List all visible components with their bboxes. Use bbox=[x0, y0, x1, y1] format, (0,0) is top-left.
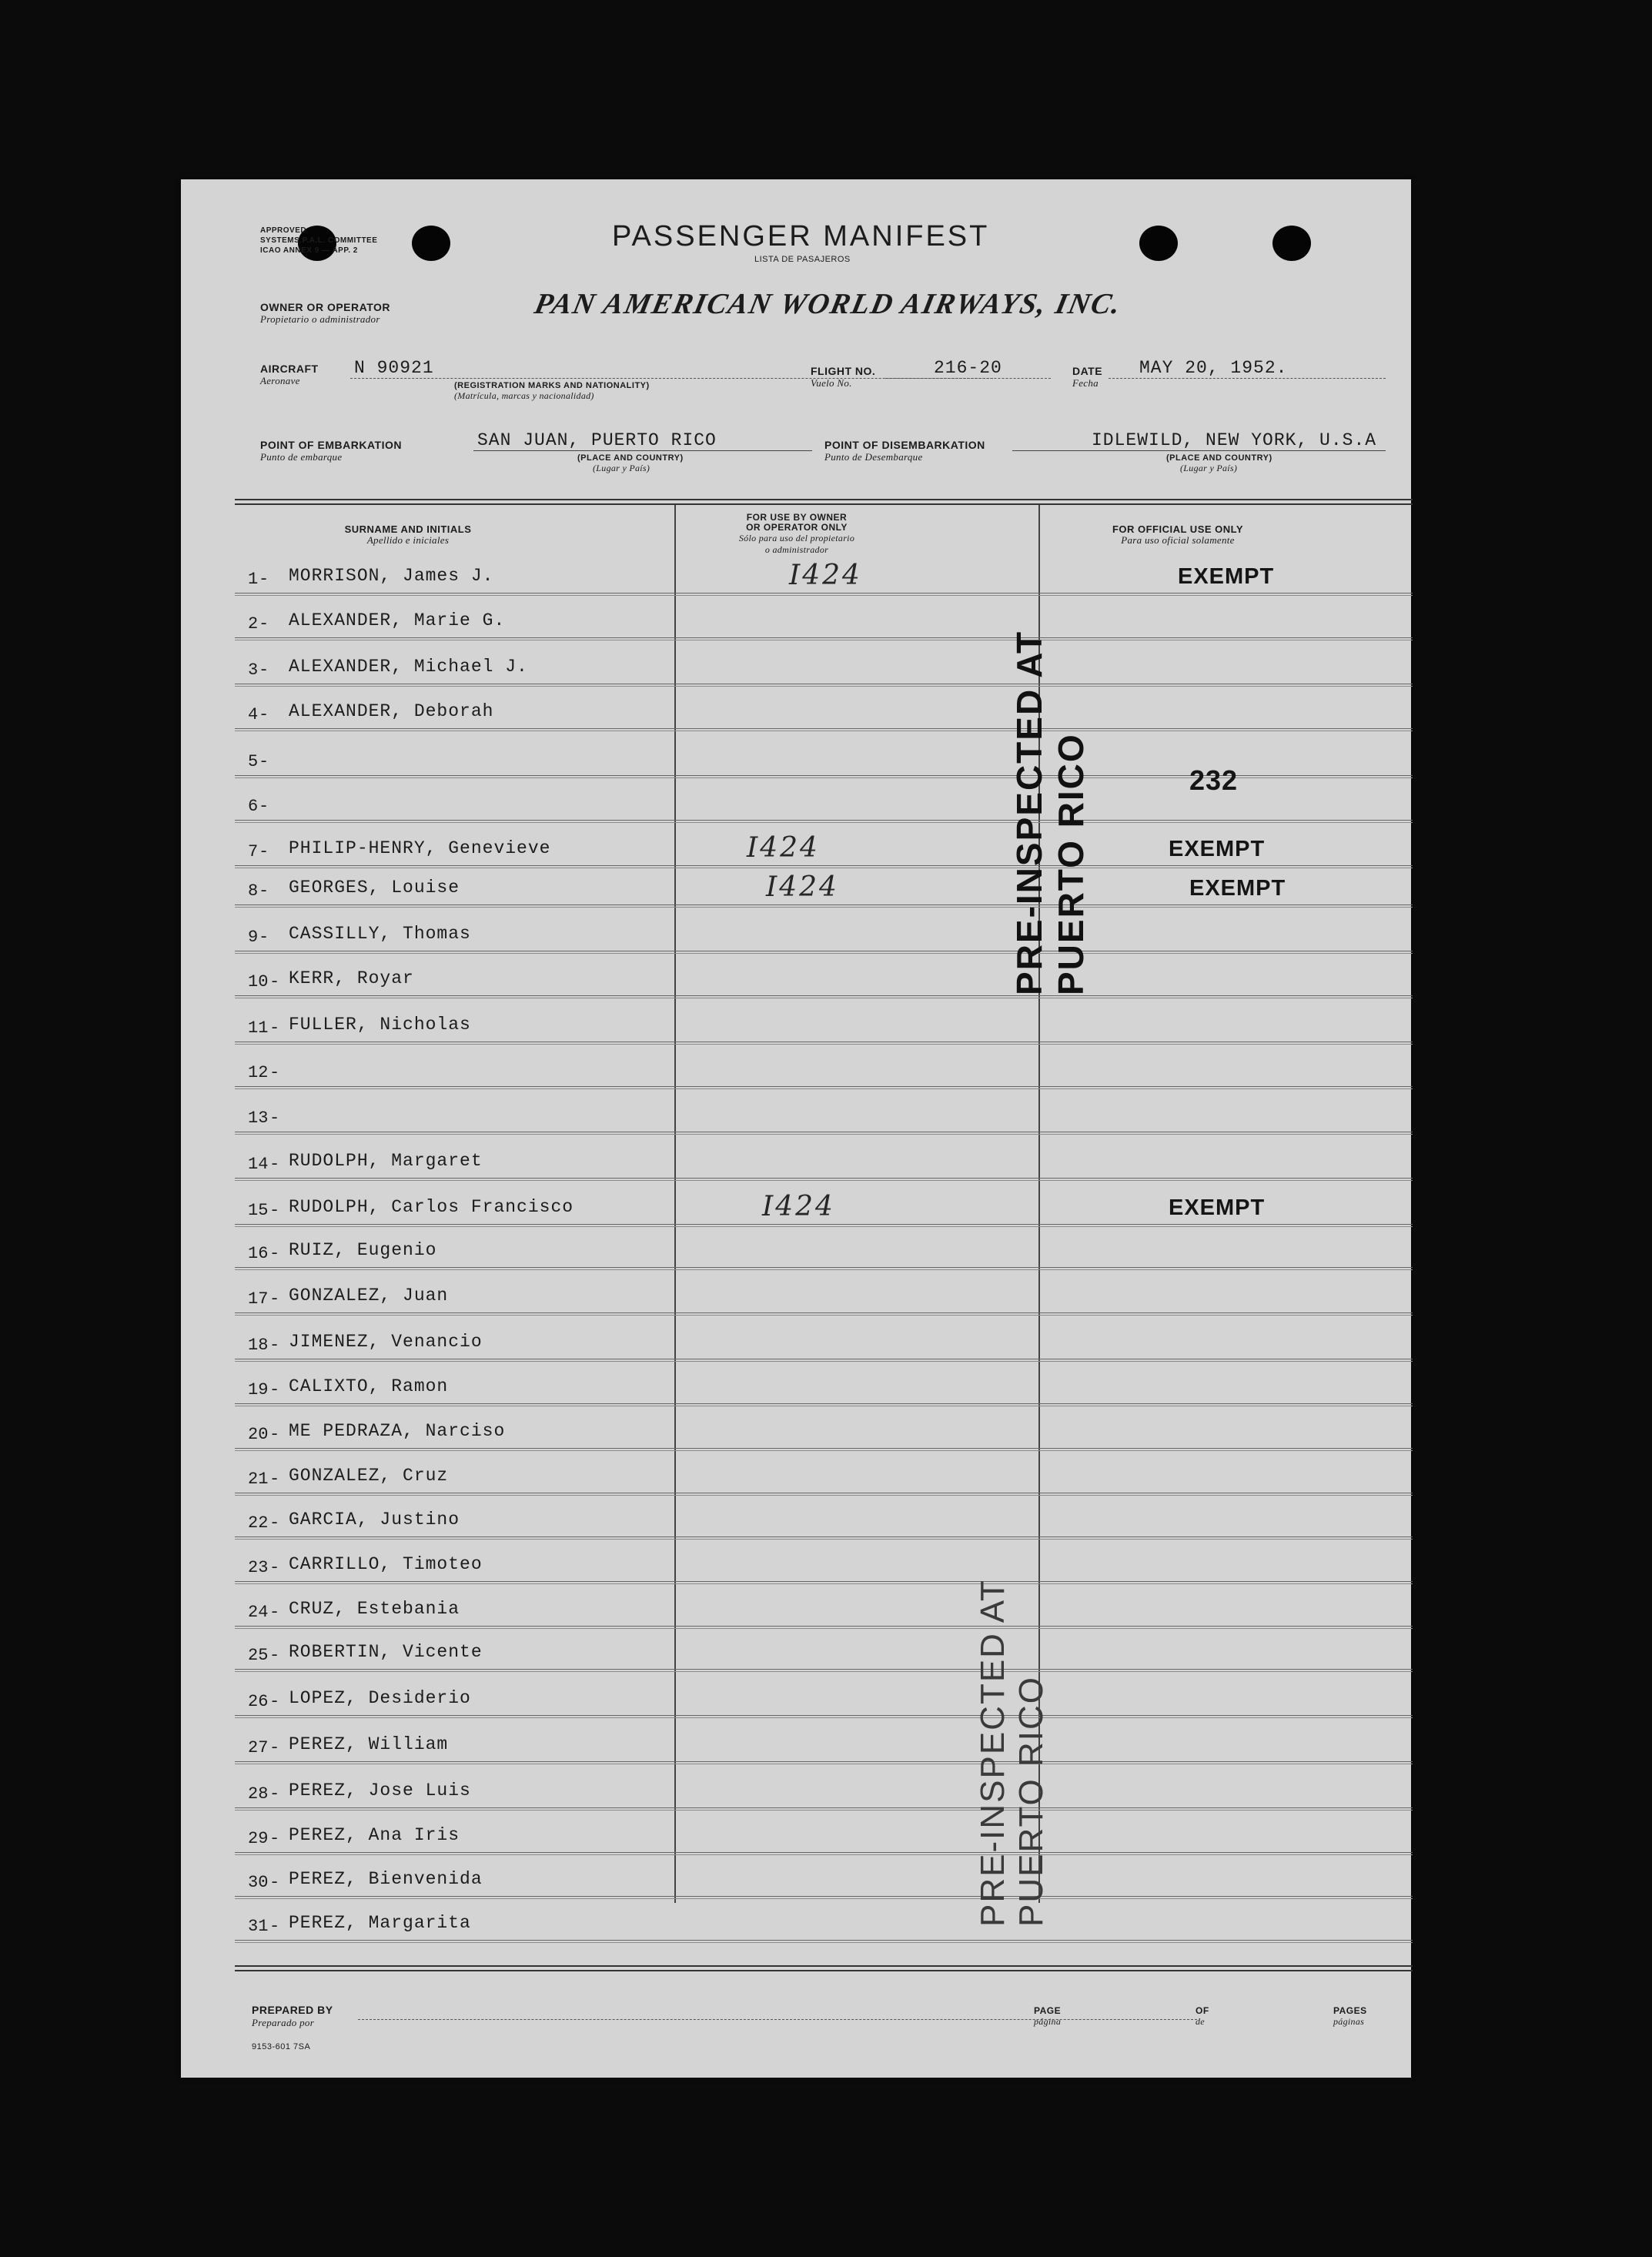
row-number: 11 bbox=[248, 1018, 269, 1038]
row-number-dash: - bbox=[269, 1692, 280, 1711]
row-rule bbox=[235, 1761, 1413, 1764]
row-rule bbox=[235, 1267, 1413, 1270]
row-number-dash: - bbox=[269, 1108, 280, 1128]
row-number-dash: - bbox=[269, 1018, 280, 1038]
row-number-dash: - bbox=[269, 1873, 280, 1892]
row-rule bbox=[235, 1669, 1413, 1672]
punch-hole bbox=[1272, 226, 1311, 261]
preinspected-stamp: PRE-INSPECTED AT PUERTO RICO bbox=[1009, 630, 1091, 995]
row-number: 22 bbox=[248, 1513, 269, 1533]
table-bottom-rule bbox=[235, 1965, 1413, 1971]
embark-label-es: Punto de embarque bbox=[260, 451, 343, 463]
column-header-official bbox=[1055, 524, 1301, 547]
preinspected-stamp: PRE-INSPECTED AT PUERTO RICO bbox=[974, 1580, 1050, 1927]
row-rule bbox=[235, 728, 1413, 731]
passenger-name: CARRILLO, Timoteo bbox=[289, 1554, 483, 1574]
place-note-es: (Lugar y País) bbox=[1180, 463, 1238, 473]
row-number-dash: - bbox=[269, 1470, 280, 1489]
column-header-text: SURNAME AND INITIALS bbox=[344, 523, 472, 535]
owner-label-es: Propietario o administrador bbox=[260, 313, 380, 325]
form-code: 9153-601 7SA bbox=[252, 2042, 311, 2051]
row-rule bbox=[235, 1178, 1413, 1181]
disembark-label-es: Punto de Desembarque bbox=[824, 451, 923, 463]
row-rule bbox=[235, 1807, 1413, 1811]
column-header-surname bbox=[273, 524, 543, 547]
row-rule bbox=[235, 1852, 1413, 1855]
row-number: 15 bbox=[248, 1201, 269, 1220]
column-header-text-es: Sólo para uso del propietario bbox=[738, 533, 855, 543]
row-rule bbox=[235, 1581, 1413, 1584]
date-label-es: Fecha bbox=[1072, 377, 1099, 389]
passenger-name: RUDOLPH, Margaret bbox=[289, 1151, 483, 1171]
date-underline bbox=[1109, 378, 1386, 379]
row-number-dash: - bbox=[259, 752, 269, 771]
row-number-dash: - bbox=[269, 1155, 280, 1174]
row-rule bbox=[235, 1359, 1413, 1362]
passenger-name: GONZALEZ, Cruz bbox=[289, 1466, 449, 1486]
row-number: 28 bbox=[248, 1784, 269, 1804]
disembark-label: POINT OF DISEMBARKATION bbox=[824, 439, 985, 451]
passenger-name: JIMENEZ, Venancio bbox=[289, 1332, 483, 1352]
passenger-name: ROBERTIN, Vicente bbox=[289, 1642, 483, 1662]
owner-label: OWNER OR OPERATOR bbox=[260, 301, 390, 313]
row-number: 21 bbox=[248, 1470, 269, 1489]
row-number: 30 bbox=[248, 1873, 269, 1892]
number-stamp: 232 bbox=[1189, 764, 1239, 796]
of-label-es: de bbox=[1196, 2016, 1205, 2027]
column-header-text: FOR OFFICIAL USE ONLY bbox=[1112, 523, 1244, 535]
passenger-name: PEREZ, William bbox=[289, 1734, 449, 1754]
row-number: 12 bbox=[248, 1063, 269, 1082]
row-rule bbox=[235, 1042, 1413, 1045]
row-number-dash: - bbox=[269, 1646, 280, 1665]
row-number: 13 bbox=[248, 1108, 269, 1128]
table-top-rule bbox=[235, 499, 1413, 505]
passenger-name: ME PEDRAZA, Narciso bbox=[289, 1421, 506, 1441]
place-note: (PLACE AND COUNTRY) bbox=[577, 453, 684, 463]
row-number-dash: - bbox=[259, 570, 269, 589]
row-number: 23 bbox=[248, 1558, 269, 1577]
owner-value: PAN AMERICAN WORLD AIRWAYS, INC. bbox=[531, 288, 1125, 320]
handwritten-code: I424 bbox=[789, 560, 862, 591]
row-number-dash: - bbox=[269, 1063, 280, 1082]
row-number: 14 bbox=[248, 1155, 269, 1174]
passenger-name: RUDOLPH, Carlos Francisco bbox=[289, 1197, 574, 1217]
row-rule bbox=[235, 684, 1413, 687]
approval-line: APPROVED bbox=[260, 226, 307, 235]
column-divider bbox=[674, 505, 676, 1903]
row-number: 7 bbox=[248, 842, 259, 861]
place-note-es: (Lugar y País) bbox=[593, 463, 650, 473]
passenger-name: PEREZ, Margarita bbox=[289, 1913, 471, 1933]
embark-label: POINT OF EMBARKATION bbox=[260, 439, 402, 451]
date-label: DATE bbox=[1072, 365, 1103, 377]
exempt-stamp: EXEMPT bbox=[1169, 837, 1266, 861]
date-value: MAY 20, 1952. bbox=[1139, 358, 1288, 378]
row-rule bbox=[235, 593, 1413, 596]
of-label: OF bbox=[1196, 2005, 1209, 2016]
row-rule bbox=[235, 1448, 1413, 1451]
row-number: 9 bbox=[248, 928, 259, 947]
row-number-dash: - bbox=[269, 1244, 280, 1263]
row-number: 3 bbox=[248, 660, 259, 680]
row-number-dash: - bbox=[269, 1784, 280, 1804]
row-number: 25 bbox=[248, 1646, 269, 1665]
row-number: 27 bbox=[248, 1738, 269, 1757]
handwritten-code: I424 bbox=[747, 832, 820, 864]
flight-label: FLIGHT NO. bbox=[811, 365, 876, 377]
row-number: 18 bbox=[248, 1336, 269, 1355]
registration-note-es: (Matrícula, marcas y nacionalidad) bbox=[454, 390, 594, 401]
passenger-name: CALIXTO, Ramon bbox=[289, 1376, 449, 1396]
manifest-page bbox=[181, 179, 1411, 2078]
approval-line: ICAO ANNEX 9 — APP. 2 bbox=[260, 246, 358, 255]
row-number: 24 bbox=[248, 1603, 269, 1622]
row-number: 16 bbox=[248, 1244, 269, 1263]
row-number-dash: - bbox=[269, 1289, 280, 1309]
passenger-name: PEREZ, Ana Iris bbox=[289, 1825, 460, 1845]
page-label-es: página bbox=[1034, 2016, 1062, 2027]
row-number: 17 bbox=[248, 1289, 269, 1309]
row-number: 8 bbox=[248, 881, 259, 901]
row-number: 4 bbox=[248, 705, 259, 724]
prepared-label: PREPARED BY bbox=[252, 2004, 333, 2016]
passenger-name: ALEXANDER, Marie G. bbox=[289, 610, 506, 630]
row-number: 10 bbox=[248, 972, 269, 991]
row-number-dash: - bbox=[269, 1603, 280, 1622]
row-number-dash: - bbox=[269, 1558, 280, 1577]
row-number: 29 bbox=[248, 1829, 269, 1848]
passenger-name: ALEXANDER, Michael J. bbox=[289, 657, 528, 677]
column-header-owner bbox=[674, 513, 920, 556]
column-header-text-es: Apellido e iniciales bbox=[366, 534, 450, 546]
aircraft-label: AIRCRAFT bbox=[260, 363, 319, 375]
passenger-name: GARCIA, Justino bbox=[289, 1510, 460, 1530]
passenger-name: LOPEZ, Desiderio bbox=[289, 1688, 471, 1708]
column-header-text: FOR USE BY OWNER bbox=[746, 512, 848, 523]
passenger-name: PEREZ, Jose Luis bbox=[289, 1781, 471, 1801]
row-number: 31 bbox=[248, 1917, 269, 1936]
pages-label: PAGES bbox=[1333, 2005, 1367, 2016]
row-number-dash: - bbox=[269, 1829, 280, 1848]
pages-label-es: páginas bbox=[1333, 2016, 1365, 2027]
row-number-dash: - bbox=[259, 660, 269, 680]
row-number-dash: - bbox=[269, 972, 280, 991]
punch-hole bbox=[1139, 226, 1178, 261]
passenger-name: MORRISON, James J. bbox=[289, 566, 494, 586]
flight-label-es: Vuelo No. bbox=[811, 377, 852, 389]
page-subtitle: LISTA DE PASAJEROS bbox=[754, 255, 851, 264]
exempt-stamp: EXEMPT bbox=[1189, 876, 1286, 901]
passenger-name: PHILIP-HENRY, Genevieve bbox=[289, 838, 551, 858]
passenger-name: PEREZ, Bienvenida bbox=[289, 1869, 483, 1889]
row-rule bbox=[235, 1536, 1413, 1540]
passenger-name: GEORGES, Louise bbox=[289, 878, 460, 898]
prepared-label-es: Preparado por bbox=[252, 2017, 315, 2028]
row-number: 5 bbox=[248, 752, 259, 771]
row-rule bbox=[235, 1086, 1413, 1089]
row-rule bbox=[235, 1224, 1413, 1227]
row-rule bbox=[235, 865, 1413, 868]
row-rule bbox=[235, 1132, 1413, 1135]
row-rule bbox=[235, 1403, 1413, 1406]
column-header-text-es: Para uso oficial solamente bbox=[1121, 534, 1235, 546]
page-label: PAGE bbox=[1034, 2005, 1062, 2016]
embark-underline bbox=[473, 450, 812, 451]
handwritten-code: I424 bbox=[762, 1191, 835, 1222]
passenger-name: GONZALEZ, Juan bbox=[289, 1286, 449, 1306]
exempt-stamp: EXEMPT bbox=[1178, 564, 1275, 589]
row-number-dash: - bbox=[269, 1513, 280, 1533]
row-number: 20 bbox=[248, 1425, 269, 1444]
row-number-dash: - bbox=[269, 1738, 280, 1757]
row-rule bbox=[235, 1715, 1413, 1718]
row-number-dash: - bbox=[259, 614, 269, 634]
row-number-dash: - bbox=[259, 797, 269, 816]
passenger-name: ALEXANDER, Deborah bbox=[289, 701, 494, 721]
row-number-dash: - bbox=[269, 1336, 280, 1355]
passenger-name: CRUZ, Estebania bbox=[289, 1599, 460, 1619]
row-rule bbox=[235, 637, 1413, 640]
aircraft-label-es: Aeronave bbox=[260, 375, 300, 386]
row-number: 26 bbox=[248, 1692, 269, 1711]
row-number-dash: - bbox=[259, 842, 269, 861]
punch-hole bbox=[412, 226, 450, 261]
row-rule bbox=[235, 951, 1413, 954]
prepared-underline bbox=[358, 2019, 1197, 2020]
row-number: 1 bbox=[248, 570, 259, 589]
exempt-stamp: EXEMPT bbox=[1169, 1195, 1266, 1220]
passenger-name: FULLER, Nicholas bbox=[289, 1015, 471, 1035]
row-number: 6 bbox=[248, 797, 259, 816]
row-rule bbox=[235, 904, 1413, 908]
page-title: PASSENGER MANIFEST bbox=[612, 220, 990, 252]
row-rule bbox=[235, 1312, 1413, 1316]
handwritten-code: I424 bbox=[766, 871, 839, 903]
flight-value: 216-20 bbox=[934, 358, 1002, 378]
disembark-value: IDLEWILD, NEW YORK, U.S.A bbox=[1092, 430, 1377, 450]
column-header-text: OR OPERATOR ONLY bbox=[746, 522, 848, 533]
row-number-dash: - bbox=[259, 881, 269, 901]
row-number: 19 bbox=[248, 1380, 269, 1399]
approval-line: SYSTEMS P.A.L. COMMITTEE bbox=[260, 236, 378, 245]
row-number-dash: - bbox=[259, 928, 269, 947]
row-number-dash: - bbox=[269, 1380, 280, 1399]
flight-underline bbox=[885, 378, 1051, 379]
embark-value: SAN JUAN, PUERTO RICO bbox=[477, 430, 717, 450]
passenger-name: KERR, Royar bbox=[289, 968, 414, 988]
row-number-dash: - bbox=[269, 1917, 280, 1936]
row-number: 2 bbox=[248, 614, 259, 634]
row-rule bbox=[235, 995, 1413, 998]
row-rule bbox=[235, 1940, 1413, 1943]
row-number-dash: - bbox=[269, 1201, 280, 1220]
disembark-underline bbox=[1012, 450, 1386, 451]
row-rule bbox=[235, 1493, 1413, 1496]
row-number-dash: - bbox=[269, 1425, 280, 1444]
passenger-name: RUIZ, Eugenio bbox=[289, 1240, 437, 1260]
passenger-name: CASSILLY, Thomas bbox=[289, 924, 471, 944]
row-rule bbox=[235, 820, 1413, 823]
aircraft-value: N 90921 bbox=[354, 358, 434, 378]
row-rule bbox=[235, 1896, 1413, 1899]
column-header-text-es: o administrador bbox=[764, 544, 829, 555]
row-rule bbox=[235, 1626, 1413, 1629]
registration-note: (REGISTRATION MARKS AND NATIONALITY) bbox=[454, 381, 650, 390]
row-number-dash: - bbox=[259, 705, 269, 724]
place-note: (PLACE AND COUNTRY) bbox=[1166, 453, 1272, 463]
